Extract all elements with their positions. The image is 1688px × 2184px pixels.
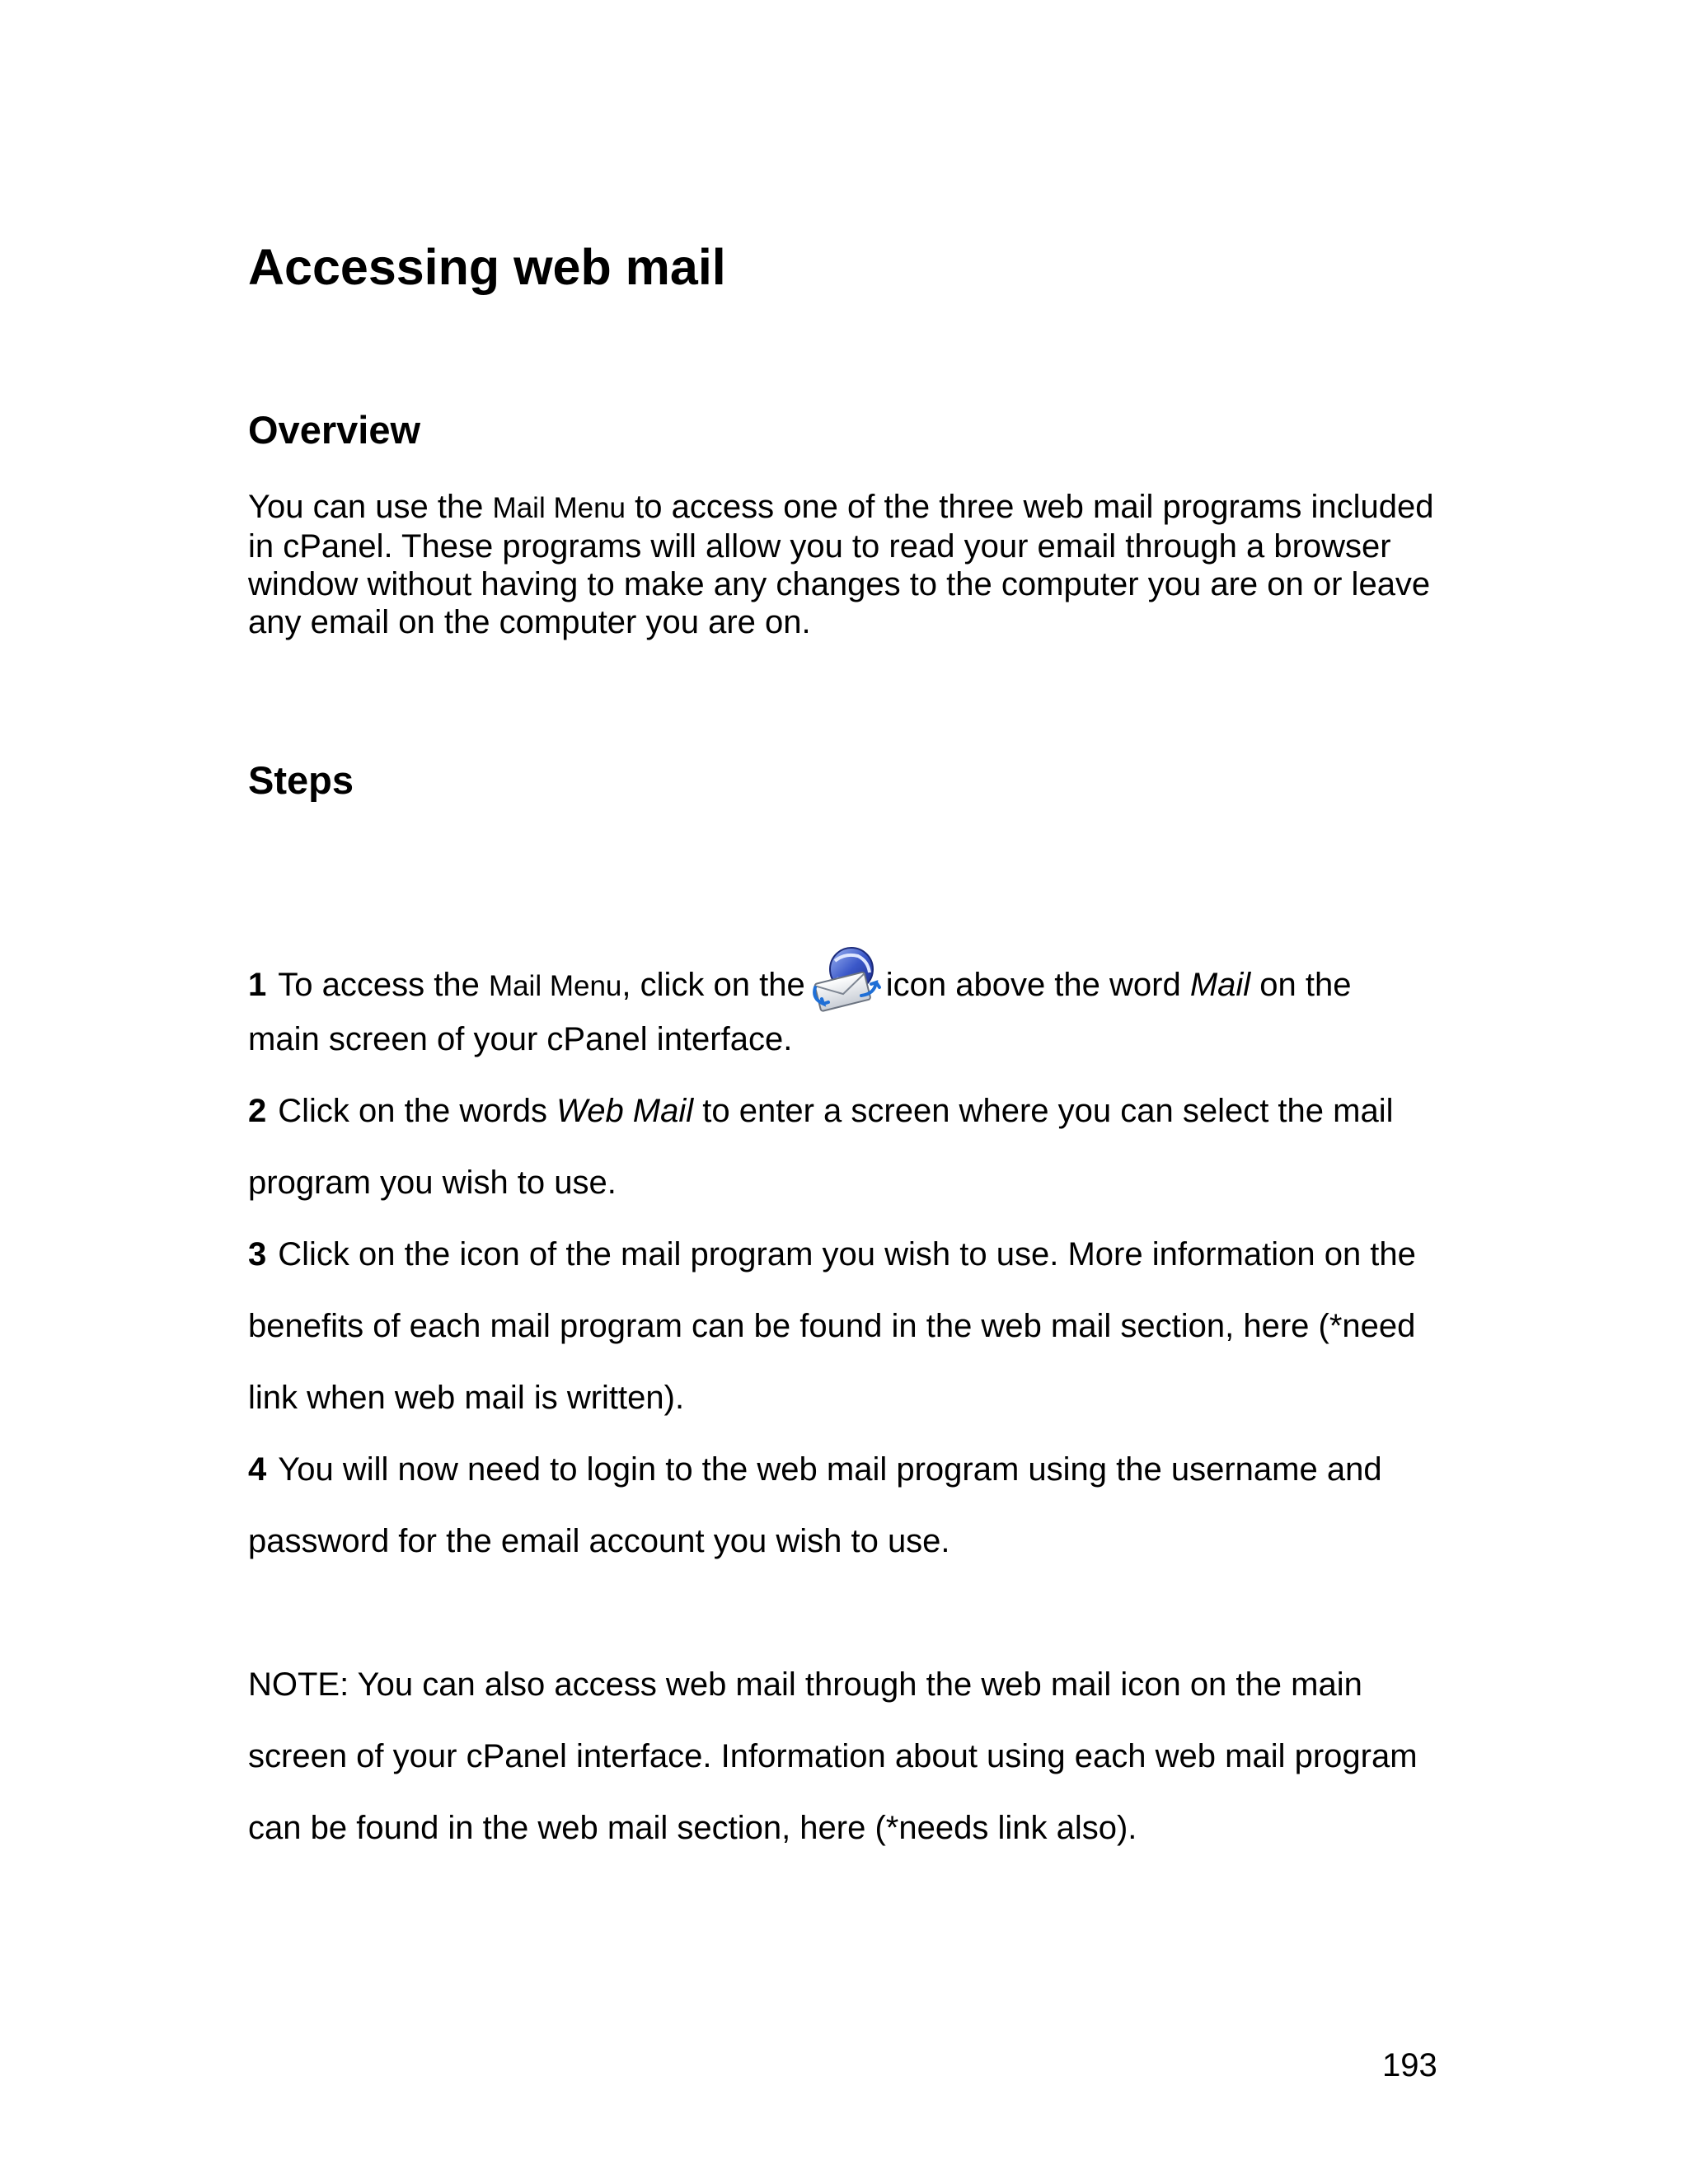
step-text: You will now need to login to the web mail program using the username and [278, 1451, 1382, 1488]
mail-menu-term: Mail Menu [492, 492, 626, 524]
step-2-line-1 [248, 1088, 1394, 1134]
step-3-line-2: benefits of each mail program can be found in the web mail section, here (*need [248, 1308, 1416, 1344]
note-line-2: screen of your cPanel interface. Information about using each web mail program [248, 1738, 1418, 1774]
step-4-line-1 [248, 1446, 1382, 1493]
step-2-line-2: program you wish to use. [248, 1165, 617, 1201]
step-number: 1 [248, 967, 267, 1003]
overview-text-2: to access one of the three web mail programs included in cPanel. These programs will allow you to read your email through a browser window without having to make any changes to the computer you are on or leave any email on the computer you are on. [248, 489, 1434, 640]
note-line-1: NOTE: You can also access web mail through the web mail icon on the main [248, 1666, 1362, 1703]
step-text: on the [1250, 967, 1352, 1003]
mail-menu-icon [810, 944, 881, 1014]
page-title: Accessing web mail [248, 239, 726, 295]
step-3-line-1 [248, 1231, 1416, 1277]
step-1-line-2: main screen of your cPanel interface. [248, 1021, 793, 1057]
emphasized-term: Web Mail [556, 1093, 694, 1129]
step-text: To access the [278, 967, 489, 1003]
step-4-line-2: password for the email account you wish to use. [248, 1523, 950, 1559]
overview-text-1: You can use the [248, 489, 493, 525]
step-text: , click on the [621, 967, 805, 1003]
emphasized-term: Mail [1189, 967, 1251, 1003]
mail-menu-term: Mail Menu [488, 970, 622, 1002]
step-text: Click on the icon of the mail program you wish to use. More information on the [278, 1236, 1416, 1272]
overview-paragraph [248, 488, 1451, 641]
step-1-line-1 [248, 944, 1352, 1014]
step-text: Click on the words [278, 1093, 557, 1129]
step-text: to enter a screen where you can select the mail [693, 1093, 1394, 1129]
steps-heading: Steps [248, 758, 354, 802]
step-3-line-3: link when web mail is written). [248, 1380, 685, 1416]
step-number: 4 [248, 1451, 267, 1488]
overview-heading: Overview [248, 408, 421, 452]
step-number: 2 [248, 1093, 267, 1129]
step-text: icon above the word [885, 967, 1190, 1003]
step-number: 3 [248, 1236, 267, 1272]
note-line-3: can be found in the web mail section, here (*needs link also). [248, 1810, 1137, 1846]
page-number: 193 [1382, 2047, 1437, 2083]
